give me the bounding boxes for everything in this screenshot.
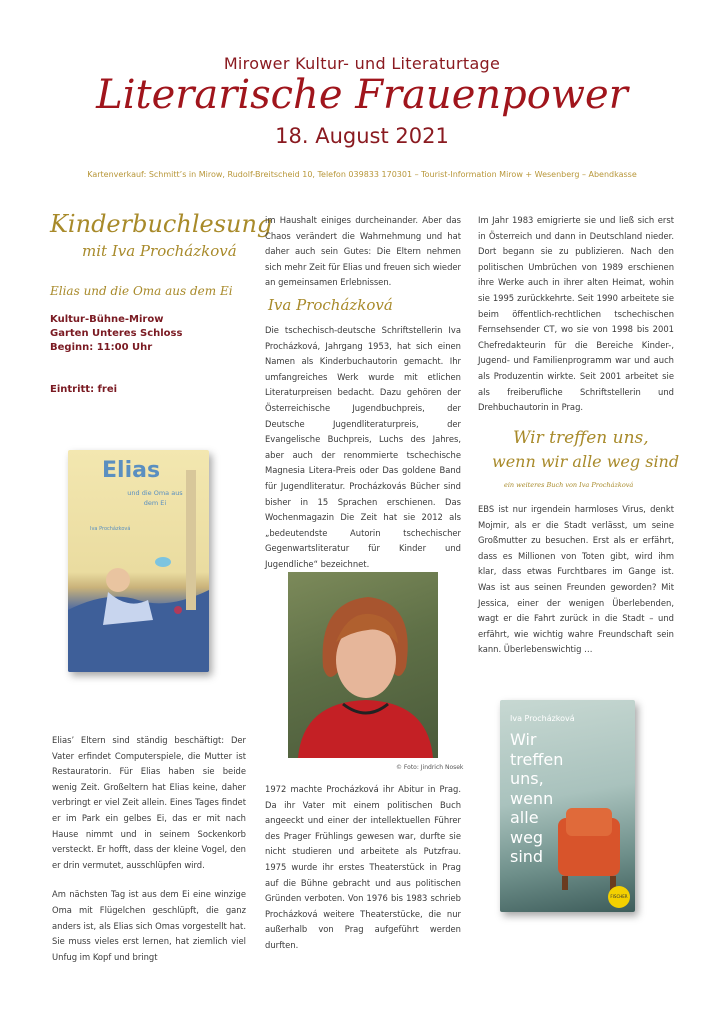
col3-bio — [478, 213, 674, 430]
event-date: 18. August 2021 — [275, 124, 449, 148]
event-heading-line2: mit Iva Procházková — [82, 242, 237, 260]
col2-bio-paragraph: Die tschechisch-deutsche Schriftstellerin Iva Procházková, Jahrgang 1953, hat sich einen Namen als Kinderbuchautorin gemacht. Ihr umfangreiches Werk wurde mit etlichen Literaturpreisen bedacht. Dazu gehören der Österreichische Jugendbuchpreis, der Deutsche Jugendliteraturpreis, der Evangelische Buchpreis, Luchs des Jahres, aber auch der renommierte tschechische Magnesia Litera-Preis oder Das goldene Band für Jugendliteratur. Procházkovás Bücher sind bisher in 15 Sprachen erschienen. Das Wochenmagazin Die Zeit hat sie 2012 als „bedeutendste Autorin tschechischer Gegenwartsliteratur für Kinder und Jugendliche“ bezeichnet. — [265, 325, 461, 569]
col2-bio — [265, 323, 461, 587]
book-cover-wir-treffen-uns — [500, 700, 635, 912]
header-subtitle: Mirower Kultur- und Literaturtage — [223, 54, 501, 73]
event-location: Garten Unteres Schloss — [50, 328, 183, 339]
book2-title-word: uns, — [510, 769, 544, 788]
col3-book-desc — [478, 502, 674, 672]
book1-author: Iva Procházková — [90, 526, 131, 532]
col1-paragraph-1: Elias’ Eltern sind ständig beschäftigt: Der Vater erfindet Computerspiele, die Mutter ist Restauratorin. Für Elias haben sie beide wenig Zeit. Großeltern hat Elias keine, daher verbringt er viel Zeit allein. Eines Tages findet er im Park ein gelbes Ei, das er mit nach Hause nimmt und in seinem Sockenkorb versteckt. Er hofft, dass der kleine Vogel, den er drin vermutet, ausschlüpfen wird. — [52, 735, 246, 870]
event-admission: Eintritt: frei — [50, 384, 118, 395]
photo-caption: © Foto: Jindrich Nosek — [396, 764, 464, 771]
header-title: Literarische Frauenpower — [96, 72, 628, 118]
book2-title — [510, 730, 563, 867]
event-time: Beginn: 11:00 Uhr — [50, 342, 153, 353]
author-portrait-illustration — [288, 572, 438, 758]
event-heading-line1: Kinderbuchlesung — [50, 210, 273, 238]
book1-title: Elias — [102, 458, 161, 483]
event-book-title: Elias und die Oma aus dem Ei — [50, 284, 233, 298]
book-cover-elias — [68, 450, 209, 672]
col1-body — [52, 733, 246, 979]
book2-author: Iva Procházková — [510, 714, 575, 723]
book2-title-word: Wir — [510, 730, 537, 749]
author-heading: Iva Procházková — [268, 296, 393, 314]
book-cover-illustration — [68, 450, 209, 672]
book2-heading-line2: wenn wir alle weg sind — [492, 452, 680, 471]
author-photo — [288, 572, 438, 758]
col1-paragraph-2: Am nächsten Tag ist aus dem Ei eine winzige Oma mit Flügelchen geschlüpft, die ganz anders ist, als Elias sich Omas vorgestellt hat. Sie muss vieles erst lernen, hat ziemlich viel Unfug im Kopf und bringt — [52, 889, 246, 962]
col2-bio2-paragraph: 1972 machte Procházková ihr Abitur in Prag. Da ihr Vater mit einem politischen Buch angeeckt und einer der intellektuellen Führer des Prager Frühlings gewesen war, durfte sie nicht studieren und arbeitete als Putzfrau. 1975 wurde ihr erstes Theaterstück in Prag auf die Bühne gebracht und aus politischen Gründen verboten. Von 1976 bis 1983 schrieb Procházková weitere Theaterstücke, die nur außerhalb von Prag aufgeführt werden durften. — [265, 784, 461, 950]
book2-title-word: treffen — [510, 749, 564, 769]
book2-title-word: sind — [510, 847, 544, 866]
event-venue: Kultur-Bühne-Mirow — [50, 314, 164, 325]
book1-subtitle: und die Oma aus dem Ei — [127, 489, 183, 507]
book2-description: EBS ist nur irgendein harmloses Virus, denkt Mojmir, als er die Stadt verlässt, um seine Großmutter zu besuchen. Erst als er erfährt, dass es Millionen von Toten gibt, wird ihm klar, dass etwas Furchtbares im Gange ist. Was ist aus seinen Freunden geworden? Mit Jessica, einer der wenigen Überlebenden, wagt er die Fahrt zurück in die Stadt – und erfährt, wie wichtig wahre Freundschaft sein kann. Überlebenswichtig … — [478, 504, 674, 655]
book2-subline: ein weiteres Buch von Iva Procházková — [504, 481, 634, 489]
col2-bio-continued — [265, 782, 461, 968]
book2-heading-line1: Wir treffen uns, — [513, 428, 649, 448]
ticket-info: Kartenverkauf: Schmitt’s in Mirow, Rudolf-Breitscheid 10, Telefon 039833 170301 – Tourist-Information Mirow + Wesenberg – Abendkasse — [87, 170, 637, 179]
book2-title-word: weg — [510, 827, 544, 847]
book2-title-word: alle — [510, 808, 539, 827]
publisher-logo: FISCHER — [608, 886, 630, 908]
book2-title-word: wenn — [510, 788, 554, 808]
col3-bio-paragraph: Im Jahr 1983 emigrierte sie und ließ sich erst in Österreich und dann in Deutschland nieder. Dort begann sie zu publizieren. Nach den politischen Umbrüchen von 1989 erschienen ihre Werke auch in ihrer alten Heimat, wohin sie 1995 zurückkehrte. Seit 1990 arbeitete sie beim öffentlich-rechtlichen tschechischen Fernsehsender CT, wo sie von 1998 bis 2001 Chefredakteurin für die Bereiche Kinder-, Jugend- und Familienprogramm war und auch als Produzentin wirkte. Seit 2001 arbeitet sie als freiberufliche Schriftstellerin und Drehbuchautorin in Prag. — [478, 215, 674, 413]
col2-paragraph-0: im Haushalt einiges durcheinander. Aber das Chaos verändert die Wahrnehmung und hat daher auch sein Gutes: Die Eltern nehmen sich mehr Zeit für Elias und freuen sich wieder an gemeinsamen Erlebnissen. — [265, 215, 461, 288]
col2-top — [265, 213, 461, 291]
